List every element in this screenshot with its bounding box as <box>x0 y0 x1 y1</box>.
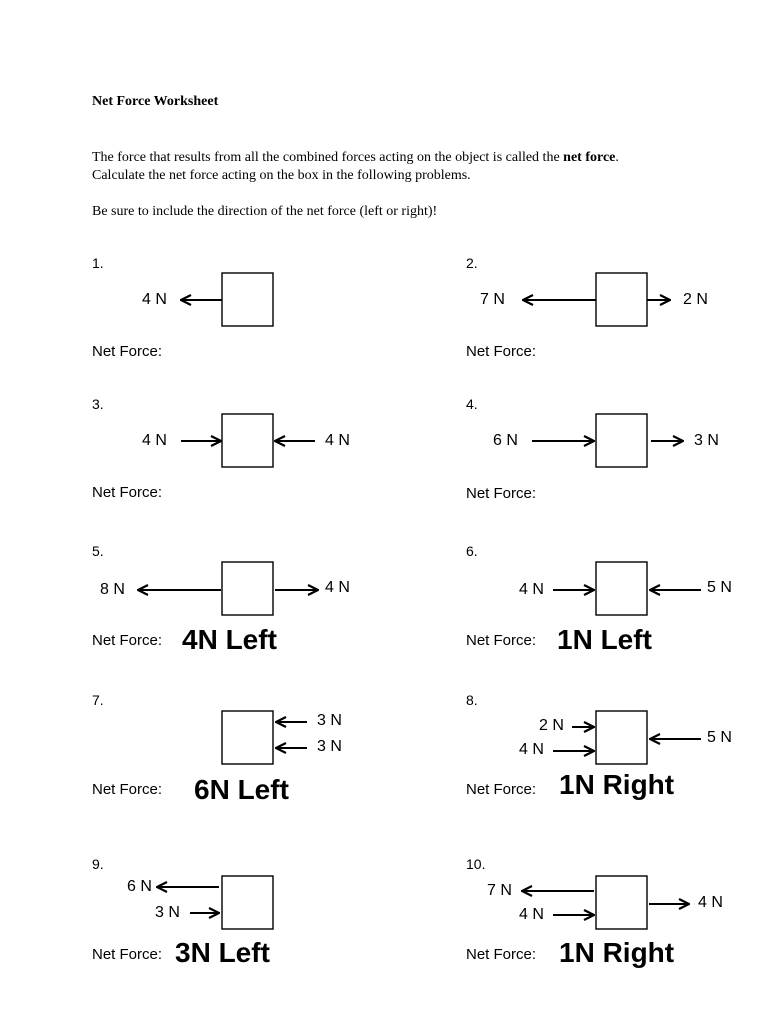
net-force-label-7: Net Force: <box>92 781 163 798</box>
direction-note: Be sure to include the direction of the net force (left or right)! <box>92 204 438 219</box>
force-label-6-1: 4 N <box>519 581 544 598</box>
box-4 <box>596 414 647 467</box>
problem-number-7: 7. <box>92 692 104 708</box>
force-label-7-2: 3 N <box>317 738 342 755</box>
force-label-8-2: 4 N <box>519 741 544 758</box>
intro-paragraph <box>92 149 672 185</box>
net-force-answer-7: 6N Left <box>194 774 289 805</box>
force-label-8-3: 5 N <box>707 729 732 746</box>
force-label-8-1: 2 N <box>539 717 564 734</box>
net-force-label-3: Net Force: <box>92 484 163 501</box>
force-label-10-3: 4 N <box>698 894 723 911</box>
box-1 <box>222 273 273 326</box>
net-force-label-9: Net Force: <box>92 946 163 963</box>
box-10 <box>596 876 647 929</box>
intro-text-b: . Calculate the net force acting on the box in the following problems. <box>92 150 619 183</box>
force-label-4-2: 3 N <box>694 432 719 449</box>
net-force-label-2: Net Force: <box>466 343 537 360</box>
force-label-3-1: 4 N <box>142 432 167 449</box>
net-force-answer-10: 1N Right <box>559 937 675 968</box>
box-9 <box>222 876 273 929</box>
box-8 <box>596 711 647 764</box>
force-label-9-1: 6 N <box>127 878 152 895</box>
intro-term-net-force: net force <box>563 150 616 165</box>
net-force-label-1: Net Force: <box>92 343 163 360</box>
force-label-5-2: 4 N <box>325 579 350 596</box>
force-label-4-1: 6 N <box>493 432 518 449</box>
problem-number-8: 8. <box>466 692 478 708</box>
force-label-10-1: 7 N <box>487 882 512 899</box>
box-3 <box>222 414 273 467</box>
problem-number-9: 9. <box>92 856 104 872</box>
net-force-answer-9: 3N Left <box>175 937 270 968</box>
intro-text-a: The force that results from all the combined forces acting on the object is called the <box>92 150 564 165</box>
worksheet-title: Net Force Worksheet <box>92 94 219 109</box>
net-force-answer-6: 1N Left <box>557 624 652 655</box>
problem-number-10: 10. <box>466 856 486 872</box>
problem-number-4: 4. <box>466 396 478 412</box>
problem-number-3: 3. <box>92 396 104 412</box>
net-force-label-6: Net Force: <box>466 632 537 649</box>
force-label-5-1: 8 N <box>100 581 125 598</box>
problem-number-5: 5. <box>92 543 104 559</box>
net-force-label-10: Net Force: <box>466 946 537 963</box>
force-label-3-2: 4 N <box>325 432 350 449</box>
net-force-answer-5: 4N Left <box>182 624 277 655</box>
force-label-7-1: 3 N <box>317 712 342 729</box>
force-label-9-2: 3 N <box>155 904 180 921</box>
problem-number-6: 6. <box>466 543 478 559</box>
force-label-6-2: 5 N <box>707 579 732 596</box>
net-force-label-8: Net Force: <box>466 781 537 798</box>
problem-number-1: 1. <box>92 255 104 271</box>
box-2 <box>596 273 647 326</box>
net-force-label-5: Net Force: <box>92 632 163 649</box>
force-label-2-2: 2 N <box>683 291 708 308</box>
problem-number-2: 2. <box>466 255 478 271</box>
force-label-2-1: 7 N <box>480 291 505 308</box>
box-5 <box>222 562 273 615</box>
force-label-10-2: 4 N <box>519 906 544 923</box>
net-force-label-4: Net Force: <box>466 485 537 502</box>
force-label-1-1: 4 N <box>142 291 167 308</box>
box-7 <box>222 711 273 764</box>
box-6 <box>596 562 647 615</box>
net-force-answer-8: 1N Right <box>559 769 675 800</box>
